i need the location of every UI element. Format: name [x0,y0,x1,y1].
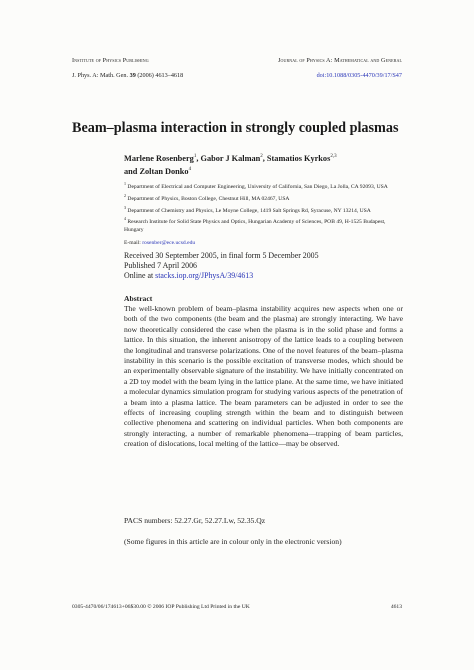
page-number: 4613 [390,604,402,610]
affiliations [124,180,404,235]
author-list [124,151,394,177]
doi-link[interactable]: doi:10.1088/0305-4470/39/17/S47 [316,72,402,79]
affiliation-item: $^3$ Department of Chemistry and Physics, Le Moyne College, 1419 Salt Springs Rd, Syracuse, NY 13214, USA [124,204,371,214]
copyright-line: 0305-4470/06/174613+06$30.00 © 2006 IOP Publishing Ltd Printed in the UK [72,604,250,610]
citation-line [72,72,402,79]
journal-name: Journal of Physics A: Mathematical and General [278,57,402,64]
author-name: Gabor J Kalman$^2$, [200,153,267,163]
published-date: Published 7 April 2006 [124,261,197,271]
email-line [124,240,195,246]
page-footer [72,604,402,610]
abstract-heading: Abstract [124,294,153,303]
pacs-numbers: PACS numbers: 52.27.Gr, 52.27.Lw, 52.35.Qz [124,516,266,525]
publisher-name: Institute of Physics Publishing [72,57,149,64]
email-link[interactable]: rosenber@ece.ucsd.edu [142,240,196,246]
author-name: Marlene Rosenberg$^1$, [124,153,201,163]
abstract-text: The well-known problem of beam–plasma instability acquires new aspects when one or both of the two components (the beam and the plasma) are strongly interacting. We have now theoretically considered the case when the plasma is in the solid phase and forms a lattice. In this situation, the inherent anisotropy of the lattice leads to a coupling between the longitudinal and transverse polarizations. One of the novel features of the beam–plasma instability in this scenario is the possible excitation of transverse modes, which should be an experimentally observable signature of the instability. We have initially concentrated on a 2D toy model with the beam lying in the lattice plane. At the same time, we have initiated a molecular dynamics simulation program for studying various aspects of the penetration of a beam into a plasma lattice. The beam parameters can be adjusted in order to see the effects of increasing coupling strength within the beam and to distinguish between collective phenomena and scattering on individual particles. When both components are strongly interacting, a number of remarkable phenomena—trapping of beam particles, creation of dislocations, local melting of the lattice—may be observed. [124,304,403,449]
article-title: Beam–plasma interaction in strongly coupled plasmas [72,120,399,136]
online-line: Online at stacks.iop.org/JPhysA/39/4613 [124,271,254,281]
online-url-link[interactable]: stacks.iop.org/JPhysA/39/4613 [155,271,254,281]
affiliation-item: $^1$ Department of Electrical and Computer Engineering, University of California, San Diego, La Jolla, CA 92093, USA [124,181,388,190]
email-label: E-mail: [124,240,141,246]
affiliation-item: $^4$ Research Institute for Solid State Physics and Optics, Hungarian Academy of Sciences, POB 49, H-1525 Budapest, Hungary [124,216,386,234]
colour-note: (Some figures in this article are in colour only in the electronic version) [124,537,342,546]
author-name: Stamatios Kyrkos$^{2,3}$ [266,153,337,163]
journal-reference: J. Phys. A: Math. Gen. 39 (2006) 4613–4618 [72,72,184,79]
publication-dates [124,251,319,281]
author-name: and Zoltan Donko$^4$ [124,166,192,176]
running-header [72,57,402,64]
affiliation-item: $^2$ Department of Physics, Boston College, Chestnut Hill, MA 02467, USA [124,192,290,202]
received-date: Received 30 September 2005, in final form 5 December 2005 [124,251,319,260]
